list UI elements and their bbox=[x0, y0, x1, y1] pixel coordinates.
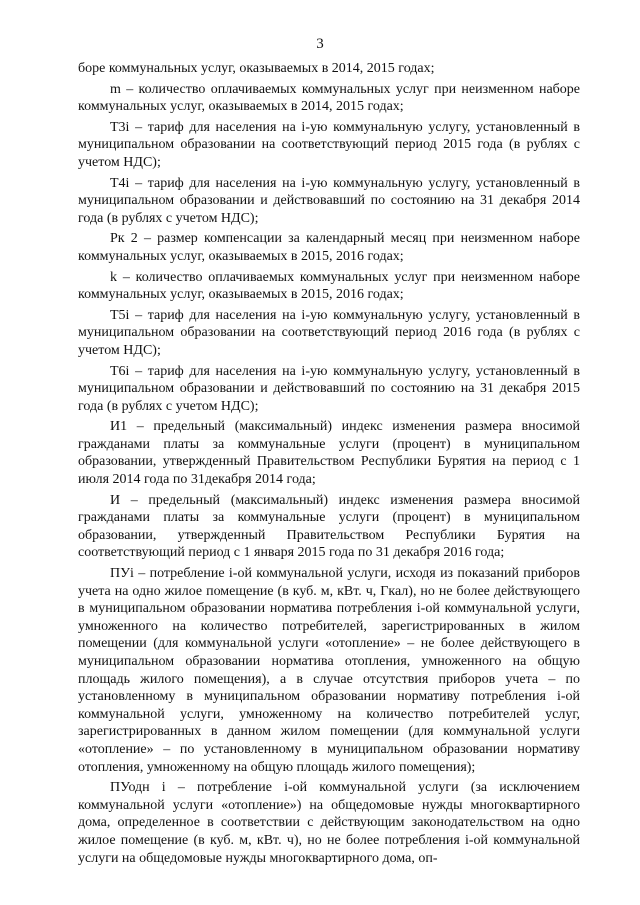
document-body bbox=[78, 60, 580, 870]
paragraph: Т5i – тариф для населения на i-ую коммунальную услугу, установленный в муниципальном образовании на соответствующий период 2016 года (в рублях с учетом НДС); bbox=[78, 307, 580, 358]
paragraph: Т4i – тариф для населения на i-ую коммунальную услугу, установленный в муниципальном образовании и действовавший по состоянию на 31 декабря 2014 года (в рублях с учетом НДС); bbox=[78, 175, 580, 226]
paragraph: ПУодн i – потребление i-ой коммунальной услуги (за исключением коммунальной услуги «отопление») на общедомовые нужды многоквартирного дома, определенное в соответствии с действующим законодательством на одно жилое помещение (в куб. м, кВт. ч), но не более потребления i-ой коммунальной услуги на общедомовые нужды многоквартирного дома, оп- bbox=[78, 780, 580, 866]
paragraph: И – предельный (максимальный) индекс изменения размера вносимой гражданами платы за коммунальные услуги (процент) в муниципальном образовании, утвержденный Правительством Республики Бурятия на соответствующий период с 1 января 2015 года по 31 декабря 2016 года; bbox=[78, 492, 580, 561]
paragraph: Т6i – тариф для населения на i-ую коммунальную услугу, установленный в муниципальном образовании и действовавший по состоянию на 31 декабря 2015 года (в рублях с учетом НДС); bbox=[78, 363, 580, 414]
page-number: 3 bbox=[316, 36, 324, 52]
paragraph: m – количество оплачиваемых коммунальных услуг при неизменном наборе коммунальных услуг, оказываемых в 2014, 2015 годах; bbox=[78, 81, 580, 115]
paragraph: Т3i – тариф для населения на i-ую коммунальную услугу, установленный в муниципальном образовании на соответствующий период 2015 года (в рублях с учетом НДС); bbox=[78, 119, 580, 170]
paragraph: боре коммунальных услуг, оказываемых в 2014, 2015 годах; bbox=[78, 61, 435, 76]
paragraph: ПУi – потребление i-ой коммунальной услуги, исходя из показаний приборов учета на одно жилое помещение (в куб. м, кВт. ч, Гкал), но не более действующего в муниципальном образовании норматива потребления i-ой коммунальной услуги, умноженного на количество потребителей, зарегистрированных в жилом помещении (для коммунальной услуги «отопление» – не более действующего в муниципальном образовании норматива отопления, умноженного на общую площадь жилого помещения), а в случае отсутствия приборов учета – по установленному в муниципальном образовании нормативу потребления i-ой коммунальной услуги, умноженному на количество потребителей услуг, зарегистрированных в данном жилом помещении (для коммунальной услуги «отопление» – по установленному в муниципальном образовании нормативу отопления, умноженному на общую площадь жилого помещения); bbox=[78, 566, 580, 775]
paragraph: И1 – предельный (максимальный) индекс изменения размера вносимой гражданами платы за коммунальные услуги (процент) в муниципальном образовании, утвержденный Правительством Республики Бурятия на период с 1 июля 2014 года по 31декабря 2014 года; bbox=[78, 419, 580, 488]
paragraph: k – количество оплачиваемых коммунальных услуг при неизменном наборе коммунальных услуг, оказываемых в 2015, 2016 годах; bbox=[78, 269, 580, 303]
paragraph: Рк 2 – размер компенсации за календарный месяц при неизменном наборе коммунальных услуг, оказываемых в 2015, 2016 годах; bbox=[78, 231, 580, 264]
